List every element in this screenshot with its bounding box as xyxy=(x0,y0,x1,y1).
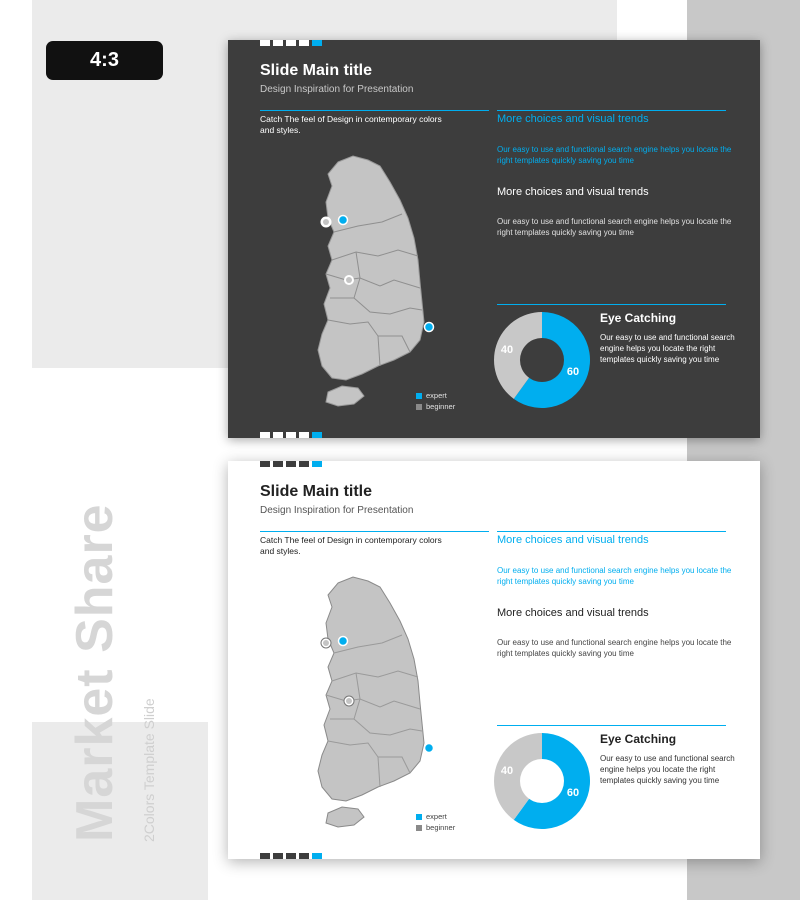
donut-label-expert: 60 xyxy=(566,787,580,799)
aspect-ratio-badge: 4:3 xyxy=(46,41,163,80)
donut-chart xyxy=(494,312,590,408)
block2-body: Our easy to use and functional search engine helps you locate the right templates quickly saving you time xyxy=(497,217,732,237)
block2-title: More choices and visual trends xyxy=(497,186,649,198)
slide-title: Slide Main title xyxy=(260,62,373,79)
eye-catching-body: Our easy to use and functional search engine helps you locate the right templates quickly saving you time xyxy=(600,333,735,364)
donut-chart xyxy=(494,733,590,829)
legend-swatch xyxy=(416,404,422,410)
side-title xyxy=(66,450,124,842)
eye-catching-title: Eye Catching xyxy=(600,311,677,325)
legend-label: beginner xyxy=(426,402,456,411)
eye-catching-body: Our easy to use and functional search engine helps you locate the right templates quickly saving you time xyxy=(600,754,735,785)
divider xyxy=(497,304,726,305)
korea-map xyxy=(298,573,448,841)
slide-subtitle: Design Inspiration for Presentation xyxy=(260,505,414,516)
legend-item xyxy=(416,390,455,401)
side-subtitle-text: 2Colors Template Slide xyxy=(141,698,157,842)
divider xyxy=(497,725,726,726)
korea-map xyxy=(298,152,448,420)
block2-title: More choices and visual trends xyxy=(497,607,649,619)
map-legend xyxy=(416,390,455,412)
background-gap xyxy=(617,0,687,40)
slide-bottom-squares xyxy=(260,853,322,859)
side-subtitle xyxy=(138,636,160,842)
divider xyxy=(497,531,726,532)
divider xyxy=(260,531,489,532)
donut-hole xyxy=(520,338,564,382)
side-title-text: Market Share xyxy=(66,503,124,842)
block1-body: Our easy to use and functional search engine helps you locate the right templates quickly saving you time xyxy=(497,566,732,586)
legend-item xyxy=(416,822,455,833)
slide-dark[interactable] xyxy=(228,40,760,438)
catch-text: Catch The feel of Design in contemporary colors and styles. xyxy=(260,535,442,556)
slide-title: Slide Main title xyxy=(260,483,373,500)
catch-text: Catch The feel of Design in contemporary colors and styles. xyxy=(260,114,442,135)
slide-top-squares xyxy=(260,40,322,46)
donut-label-beginner: 40 xyxy=(500,344,514,356)
block1-title: More choices and visual trends xyxy=(497,113,649,125)
donut-label-beginner: 40 xyxy=(500,765,514,777)
block1-body: Our easy to use and functional search engine helps you locate the right templates quickly saving you time xyxy=(497,145,732,165)
block2-body: Our easy to use and functional search engine helps you locate the right templates quickly saving you time xyxy=(497,638,732,658)
divider xyxy=(497,110,726,111)
legend-label: beginner xyxy=(426,823,456,832)
slide-light[interactable] xyxy=(228,461,760,859)
divider xyxy=(260,110,489,111)
legend-item xyxy=(416,401,455,412)
legend-swatch xyxy=(416,825,422,831)
donut-label-expert: 60 xyxy=(566,366,580,378)
legend-item xyxy=(416,811,455,822)
legend-label: expert xyxy=(426,812,447,821)
eye-catching-title: Eye Catching xyxy=(600,732,677,746)
block1-title: More choices and visual trends xyxy=(497,534,649,546)
slide-bottom-squares xyxy=(260,432,322,438)
slide-top-squares xyxy=(260,461,322,467)
legend-swatch xyxy=(416,393,422,399)
legend-label: expert xyxy=(426,391,447,400)
donut-hole xyxy=(520,759,564,803)
slide-subtitle: Design Inspiration for Presentation xyxy=(260,84,414,95)
map-legend xyxy=(416,811,455,833)
legend-swatch xyxy=(416,814,422,820)
